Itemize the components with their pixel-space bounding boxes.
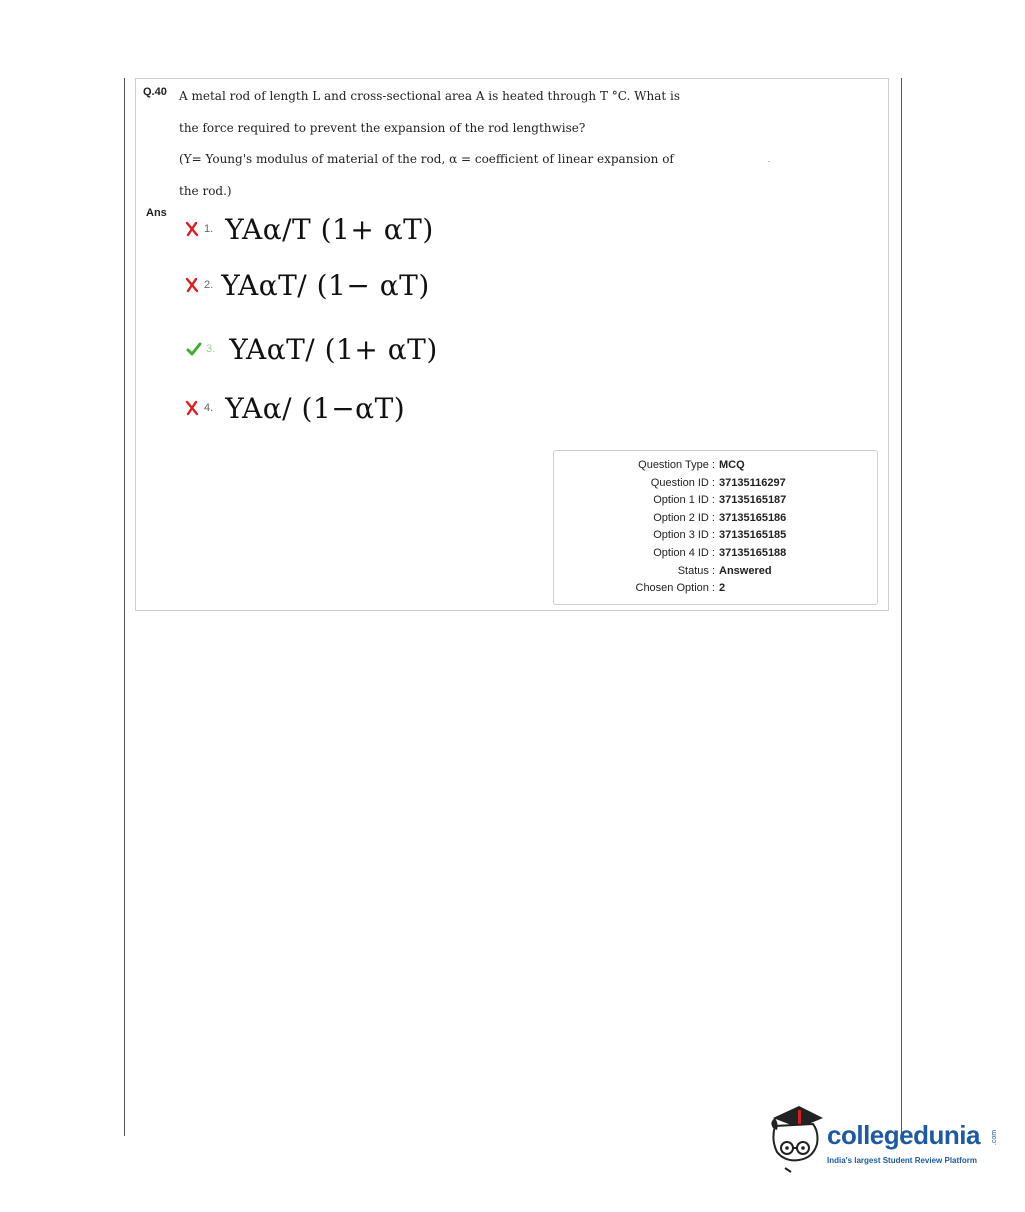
mascot-icon (765, 1100, 825, 1178)
question-meta-box (553, 450, 878, 605)
collegedunia-logo (765, 1100, 1005, 1180)
logo-tagline: India's largest Student Review Platform (827, 1156, 977, 1165)
meta-value: 37135165186 (719, 512, 787, 524)
meta-value: 37135116297 (719, 477, 786, 489)
option-text: YAα/T (1+ αT) (225, 212, 434, 246)
meta-value: Answered (719, 565, 772, 577)
scan-dot (768, 161, 770, 162)
option-number: 4. (204, 402, 214, 414)
option-text: YAαT/ (1+ αT) (229, 332, 438, 366)
meta-value: 2 (719, 582, 726, 594)
meta-option-1-id (554, 494, 879, 511)
cross-icon (184, 277, 200, 293)
meta-value: 37135165188 (719, 547, 787, 559)
check-icon (186, 341, 202, 357)
option-text: YAα/ (1−αT) (225, 391, 406, 425)
question-text-line-2: the force required to prevent the expansion of the rod lengthwise? (179, 121, 586, 135)
option-4 (184, 388, 405, 428)
meta-question-type (554, 459, 879, 476)
question-text-line-1: A metal rod of length L and cross-sectional area A is heated through T °C. What is (179, 89, 681, 103)
answer-label: Ans (146, 207, 167, 219)
logo-wordmark: collegedunia (827, 1120, 980, 1150)
option-1 (184, 209, 434, 249)
meta-value: 37135165185 (719, 529, 787, 541)
question-text-line-3: (Y= Young's modulus of material of the rod, α = coefficient of linear expansion of (179, 152, 674, 166)
meta-chosen-option (554, 582, 879, 599)
option-3 (186, 329, 438, 369)
meta-key: Option 4 ID : (653, 547, 715, 559)
cross-icon (184, 400, 200, 416)
meta-option-4-id (554, 547, 879, 564)
meta-option-2-id (554, 512, 879, 529)
page-left-rule (124, 78, 125, 1136)
cross-icon (184, 221, 200, 237)
question-text-line-4: the rod.) (179, 184, 232, 198)
meta-value: MCQ (719, 459, 745, 471)
meta-key: Question ID : (650, 477, 715, 489)
meta-key: Question Type : (638, 459, 715, 471)
meta-question-id (554, 477, 879, 494)
meta-option-3-id (554, 529, 879, 546)
logo-suffix: .com (991, 1129, 999, 1146)
meta-key: Option 1 ID : (653, 494, 715, 506)
meta-key: Status : (677, 565, 715, 577)
option-number: 3. (206, 343, 216, 355)
meta-value: 37135165187 (719, 494, 787, 506)
option-number: 2. (204, 279, 214, 291)
page-right-rule (901, 78, 902, 1140)
meta-key: Option 2 ID : (653, 512, 715, 524)
question-number: Q.40 (143, 86, 167, 98)
meta-status (554, 565, 879, 582)
option-text: YAαT/ (1− αT) (221, 268, 430, 302)
meta-key: Option 3 ID : (653, 529, 715, 541)
option-number: 1. (204, 223, 214, 235)
option-2 (184, 265, 430, 305)
meta-key: Chosen Option : (635, 582, 715, 594)
